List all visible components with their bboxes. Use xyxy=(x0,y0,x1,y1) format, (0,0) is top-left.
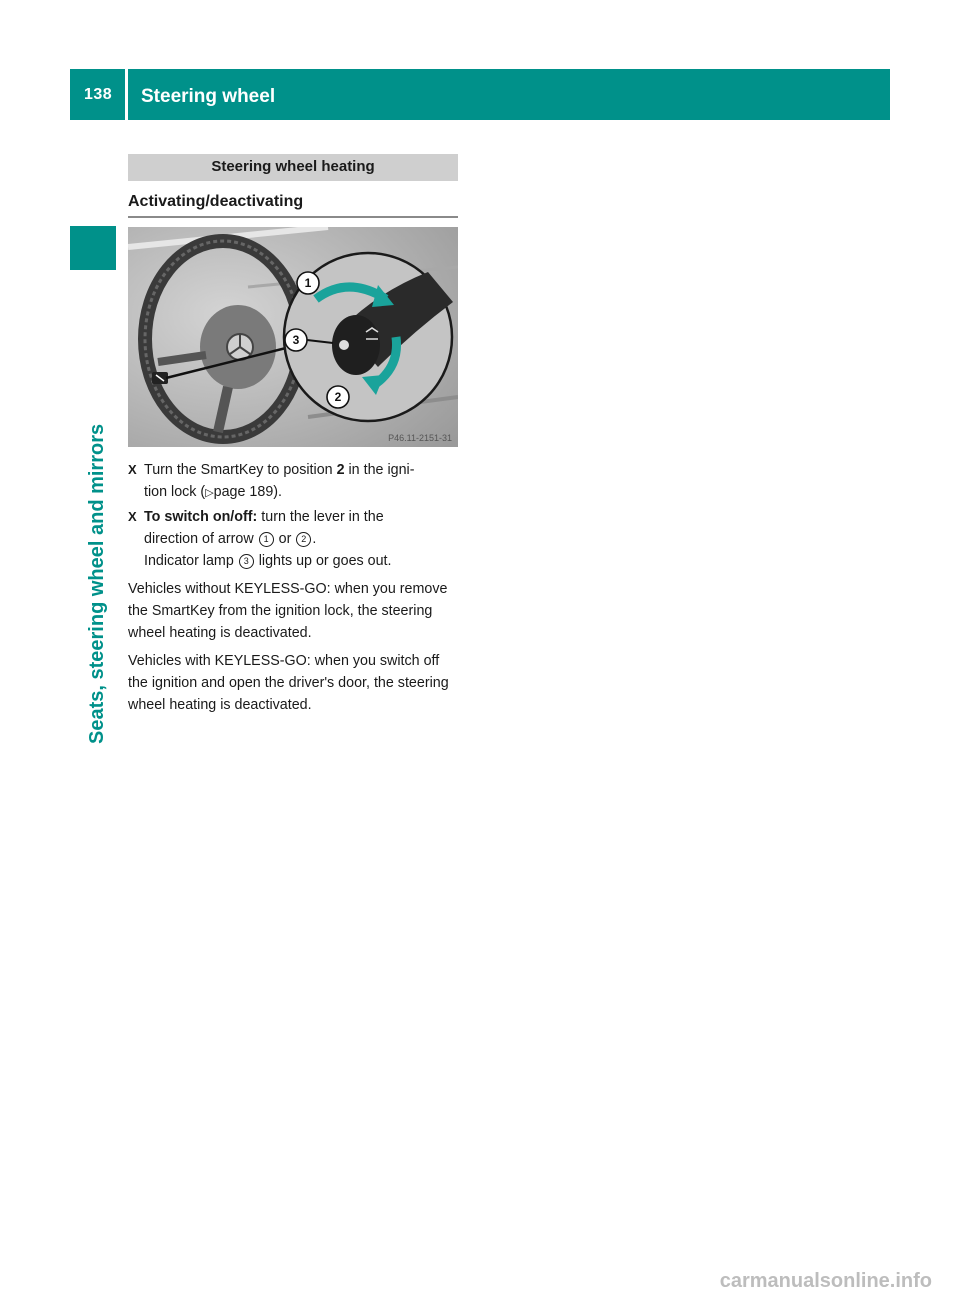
callout-ref-1: 1 xyxy=(259,532,274,547)
paragraph-keyless-with: Vehicles with KEYLESS-GO: when you switch off the ignition and open the driver's door, the steering wheel heating is deactivated. xyxy=(128,653,449,713)
page-reference-icon: ▷ xyxy=(205,487,214,499)
steering-wheel-figure xyxy=(128,227,458,447)
callout-2 xyxy=(327,386,349,408)
steering-wheel-illustration xyxy=(128,227,458,447)
svg-text:1: 1 xyxy=(304,276,312,290)
svg-text:2: 2 xyxy=(334,390,342,404)
body-text xyxy=(128,459,461,716)
callout-ref-3: 3 xyxy=(239,554,254,569)
subsection-title: Activating/deactivating xyxy=(128,193,304,210)
page-reference-link[interactable]: page 189). xyxy=(213,484,283,500)
side-tab-block xyxy=(70,226,116,270)
callout-ref-2: 2 xyxy=(296,532,311,547)
instruction-marker-icon: X xyxy=(128,462,137,477)
instruction-marker-icon: X xyxy=(128,509,137,524)
page-number: 138 xyxy=(84,86,113,103)
running-title: Steering wheel xyxy=(141,86,276,107)
header-divider xyxy=(125,69,128,120)
callout-1 xyxy=(297,272,319,294)
indicator-lamp-small-icon xyxy=(152,372,168,384)
subsection-rule xyxy=(128,216,458,218)
section-heading-bar xyxy=(128,154,458,181)
figure-code: P46.11-2151-31 xyxy=(388,433,452,443)
instruction-step: X To switch on/off: turn the lever in the direction of arrow 1 or 2 . Indicator lamp 3 lights up or goes out. xyxy=(128,506,461,572)
side-tab-label: Seats, steering wheel and mirrors xyxy=(86,423,108,744)
paragraph-keyless-without: Vehicles without KEYLESS-GO: when you remove the SmartKey from the ignition lock, the steering wheel heating is deactivated. xyxy=(128,581,448,641)
footer-watermark: carmanualsonline.info xyxy=(719,1270,932,1292)
svg-text:3: 3 xyxy=(292,333,300,347)
section-title: Steering wheel heating xyxy=(211,158,375,175)
instruction-step: X Turn the SmartKey to position 2 in the igni- tion lock (▷page 189). xyxy=(128,459,461,504)
